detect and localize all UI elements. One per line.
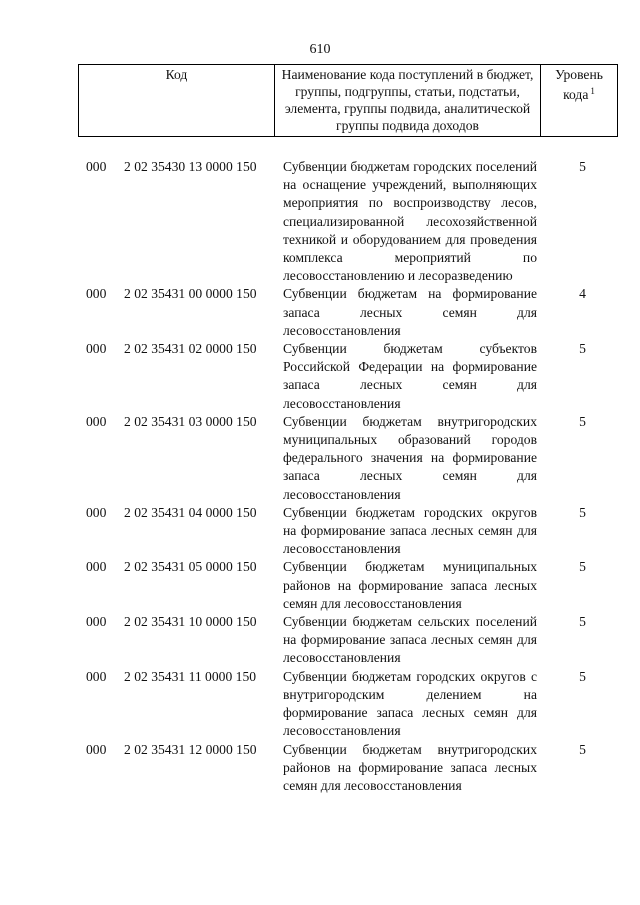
row-level: 5	[579, 741, 586, 757]
row-prefix: 000	[86, 159, 107, 174]
table-row	[78, 668, 614, 741]
row-prefix: 000	[86, 413, 107, 429]
table-row	[78, 158, 614, 285]
row-prefix: 000	[86, 668, 107, 684]
table-row	[78, 558, 614, 613]
row-prefix: 000	[86, 286, 107, 302]
row-name: Субвенции бюджетам внутригородских районов на формирование запаса лесных семян для лесовосстановления	[283, 741, 537, 793]
table-row	[78, 741, 614, 796]
header-level-label: Уровень кода	[555, 67, 603, 102]
row-code: 2 02 35431 05 0000 150	[124, 559, 257, 575]
row-level: 5	[579, 559, 586, 575]
row-name: Субвенции бюджетам сельских поселений на формирование запаса лесных семян для лесовосстановления	[283, 614, 537, 666]
row-level: 5	[579, 159, 586, 174]
row-code: 2 02 35431 03 0000 150	[124, 413, 257, 429]
table-row	[78, 613, 614, 668]
row-prefix: 000	[86, 741, 107, 757]
row-level: 5	[579, 668, 586, 684]
row-name: Субвенции бюджетам муниципальных районов на формирование запаса лесных семян для лесовосстановления	[283, 559, 537, 611]
row-code: 2 02 35431 12 0000 150	[124, 741, 257, 757]
row-code: 2 02 35431 00 0000 150	[124, 286, 257, 302]
table-row	[78, 340, 614, 413]
table-row	[78, 413, 614, 504]
row-name: Субвенции бюджетам городских поселений на оснащение учреждений, выполняющих мероприятия по воспроизводству лесов, специализированной лесохозяйственной техникой и оборудованием для проведения комплекса мероприятий по лесовосстановлению и лесоразведению	[283, 159, 537, 284]
row-prefix: 000	[86, 341, 107, 357]
table-body	[78, 158, 614, 795]
row-prefix: 000	[86, 614, 107, 630]
header-name-label: Наименование кода поступлений в бюджет, группы, подгруппы, статьи, подстатьи, элемента, группы подвида, аналитической группы подвида доходов	[281, 67, 534, 133]
row-prefix: 000	[86, 504, 107, 520]
row-name: Субвенции бюджетам городских округов на формирование запаса лесных семян для лесовосстановления	[283, 504, 537, 557]
row-code: 2 02 35431 10 0000 150	[124, 614, 257, 630]
header-code	[79, 65, 275, 137]
row-level: 5	[579, 341, 586, 357]
page-number: 610	[309, 42, 331, 57]
row-code: 2 02 35431 11 0000 150	[124, 668, 257, 684]
row-code: 2 02 35431 02 0000 150	[124, 341, 257, 357]
row-level: 5	[579, 504, 586, 520]
header-code-label: Код	[165, 67, 188, 82]
header-level	[541, 65, 618, 137]
header-level-footnote: 1	[590, 86, 595, 96]
row-name: Субвенции бюджетам городских округов с внутригородским делением на формирование запаса лесных семян для лесовосстановления	[283, 668, 537, 739]
row-code: 2 02 35431 04 0000 150	[124, 504, 257, 520]
table-row	[78, 285, 614, 340]
row-name: Субвенции бюджетам субъектов Российской Федерации на формирование запаса лесных семян для лесовосстановления	[283, 341, 537, 411]
row-level: 5	[579, 614, 586, 630]
row-name: Субвенции бюджетам внутригородских муниципальных образований городов федерального значения на формирование запаса лесных семян для лесовосстановления	[283, 413, 537, 502]
row-level: 4	[579, 286, 586, 302]
table-header	[78, 64, 618, 137]
row-name: Субвенции бюджетам на формирование запаса лесных семян для лесовосстановления	[283, 286, 537, 338]
header-name	[275, 65, 541, 137]
row-code: 2 02 35430 13 0000 150	[124, 159, 257, 174]
row-level: 5	[579, 413, 586, 429]
table-row	[78, 504, 614, 559]
row-prefix: 000	[86, 559, 107, 575]
